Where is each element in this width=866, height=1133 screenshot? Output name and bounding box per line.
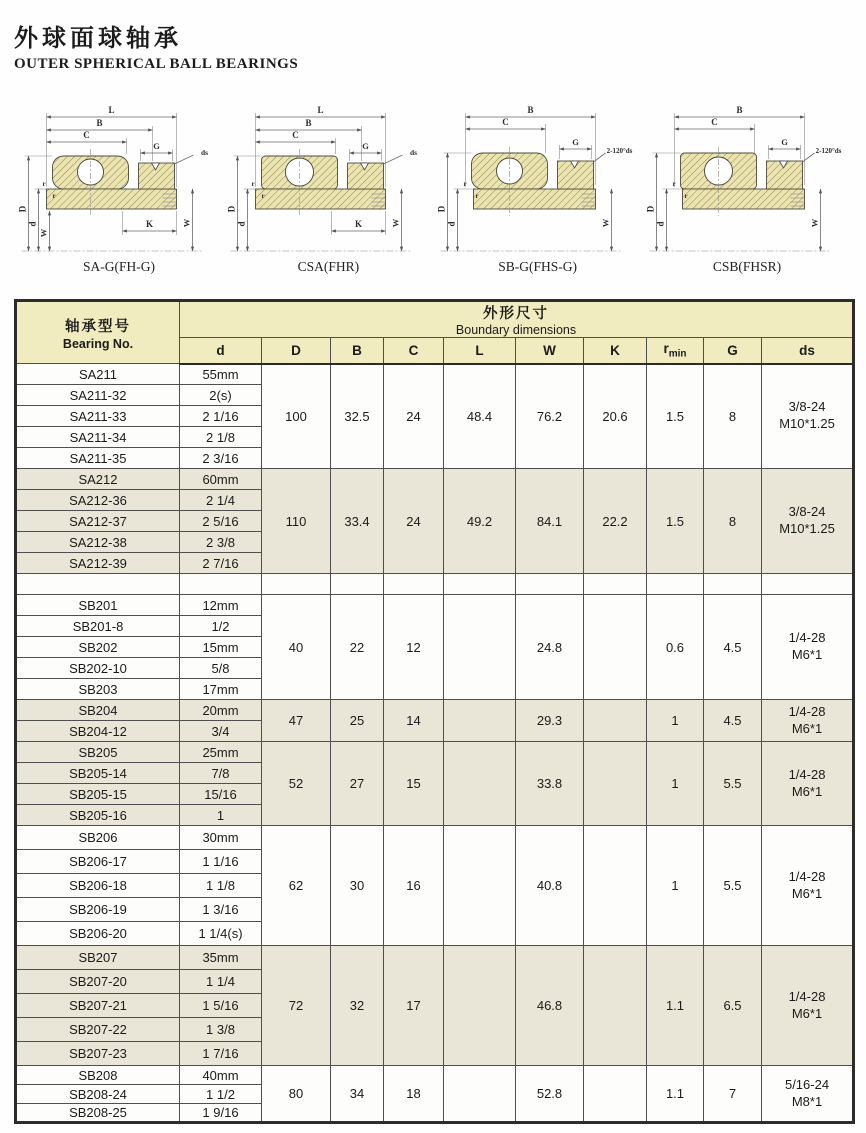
dim-label-d: d xyxy=(236,221,247,227)
bearing-header-zh: 轴承型号 xyxy=(65,318,131,335)
cell-K xyxy=(584,1066,647,1123)
cell-B: 22 xyxy=(331,595,384,700)
cell-d: 60mm xyxy=(180,469,262,490)
cell-L xyxy=(444,700,516,742)
cell-W: 24.8 xyxy=(516,595,584,700)
diagram-caption: CSB(FHSR) xyxy=(712,259,782,274)
cell-rmin: 1.5 xyxy=(647,469,704,574)
cell-bearing-no: SA211-33 xyxy=(16,406,180,427)
dim-label-B: B xyxy=(527,105,534,115)
cell-bearing-no: SB208-24 xyxy=(16,1085,180,1104)
dim-label-D: D xyxy=(226,205,237,213)
dim-label-K: K xyxy=(355,219,363,229)
cell-W: 46.8 xyxy=(516,946,584,1066)
dim-label-ds: 2-120°ds xyxy=(815,147,842,155)
dim-label-D: D xyxy=(17,205,28,213)
cell-W: 52.8 xyxy=(516,1066,584,1123)
spacer-cell xyxy=(16,574,180,595)
cell-bearing-no: SA212-36 xyxy=(16,490,180,511)
cell-K: 22.2 xyxy=(584,469,647,574)
cell-D: 40 xyxy=(262,595,331,700)
cell-W: 76.2 xyxy=(516,364,584,469)
dim-label-r: r xyxy=(52,192,56,200)
cell-d: 1 1/16 xyxy=(180,850,262,874)
col-header-d: d xyxy=(180,338,262,364)
cell-d: 40mm xyxy=(180,1066,262,1085)
cell-B: 27 xyxy=(331,742,384,826)
cell-G: 5.5 xyxy=(704,826,762,946)
table-row xyxy=(16,826,854,850)
cell-bearing-no: SB205-16 xyxy=(16,805,180,826)
cell-bearing-no: SB207-20 xyxy=(16,970,180,994)
cell-d: 2 3/16 xyxy=(180,448,262,469)
cell-L xyxy=(444,1066,516,1123)
cell-bearing-no: SA211 xyxy=(16,364,180,385)
diagram-caption: CSA(FHR) xyxy=(297,259,360,274)
cell-B: 32.5 xyxy=(331,364,384,469)
cell-D: 52 xyxy=(262,742,331,826)
cell-B: 32 xyxy=(331,946,384,1066)
cell-d: 1 5/16 xyxy=(180,994,262,1018)
bearing-table-body xyxy=(16,364,854,1123)
dim-label-W-right: W xyxy=(600,218,611,228)
cell-bearing-no: SB206-17 xyxy=(16,850,180,874)
cell-d: 1 1/2 xyxy=(180,1085,262,1104)
cell-rmin: 1 xyxy=(647,826,704,946)
cell-C: 24 xyxy=(384,469,444,574)
dim-label-r: r xyxy=(251,180,255,188)
cell-bearing-no: SA211-32 xyxy=(16,385,180,406)
spacer-cell xyxy=(647,574,704,595)
cell-d: 1 1/4 xyxy=(180,970,262,994)
cell-d: 55mm xyxy=(180,364,262,385)
bearing-spec-table xyxy=(14,299,855,1124)
table-row xyxy=(16,595,854,616)
cell-rmin: 1 xyxy=(647,700,704,742)
cell-D: 62 xyxy=(262,826,331,946)
cell-bearing-no: SB207-22 xyxy=(16,1018,180,1042)
cell-bearing-no: SA212-37 xyxy=(16,511,180,532)
cell-d: 1 7/16 xyxy=(180,1042,262,1066)
spacer-cell xyxy=(331,574,384,595)
cell-bearing-no: SB207-23 xyxy=(16,1042,180,1066)
cell-bearing-no: SA212-39 xyxy=(16,553,180,574)
bearing-cross-section-drawing xyxy=(16,101,222,259)
group-header-zh: 外形尺寸 xyxy=(483,306,550,322)
dim-label-B: B xyxy=(736,105,743,115)
cell-ds: 5/16-24 M8*1 xyxy=(762,1066,854,1123)
cell-d: 17mm xyxy=(180,679,262,700)
cell-B: 33.4 xyxy=(331,469,384,574)
cell-d: 30mm xyxy=(180,826,262,850)
cell-bearing-no: SA212-38 xyxy=(16,532,180,553)
cell-bearing-no: SB202-10 xyxy=(16,658,180,679)
table-header-row-1 xyxy=(16,301,854,338)
bearing-diagrams xyxy=(14,101,852,275)
cell-L: 49.2 xyxy=(444,469,516,574)
dim-label-d: d xyxy=(655,221,666,227)
cell-d: 1 xyxy=(180,805,262,826)
spacer-cell xyxy=(180,574,262,595)
dim-label-d: d xyxy=(446,221,457,227)
dim-label-W-right: W xyxy=(181,218,192,228)
cell-ds: 1/4-28 M6*1 xyxy=(762,946,854,1066)
cell-D: 100 xyxy=(262,364,331,469)
dim-label-G: G xyxy=(781,137,788,147)
cell-d: 7/8 xyxy=(180,763,262,784)
cell-B: 34 xyxy=(331,1066,384,1123)
cell-G: 4.5 xyxy=(704,595,762,700)
diagram-caption: SA-G(FH-G) xyxy=(83,259,155,274)
cell-d: 3/4 xyxy=(180,721,262,742)
col-header-boundary-dimensions xyxy=(180,301,854,338)
cell-d: 1 1/4(s) xyxy=(180,922,262,946)
spacer-cell xyxy=(262,574,331,595)
cell-G: 7 xyxy=(704,1066,762,1123)
dim-label-D: D xyxy=(645,205,656,213)
cell-d: 1 3/8 xyxy=(180,1018,262,1042)
dim-label-C: C xyxy=(711,117,718,127)
dim-label-B: B xyxy=(96,118,103,128)
dim-label-ds: ds xyxy=(200,148,209,157)
dim-label-r: r xyxy=(475,192,479,200)
dim-label-K: K xyxy=(145,219,154,229)
cell-C: 16 xyxy=(384,826,444,946)
cell-K: 20.6 xyxy=(584,364,647,469)
diagram-csa xyxy=(225,101,431,275)
dim-label-W-right: W xyxy=(390,218,401,228)
col-header-D: D xyxy=(262,338,331,364)
cell-d: 2 3/8 xyxy=(180,532,262,553)
cell-bearing-no: SB204 xyxy=(16,700,180,721)
cell-L xyxy=(444,742,516,826)
cell-bearing-no: SA212 xyxy=(16,469,180,490)
cell-B: 30 xyxy=(331,826,384,946)
cell-W: 29.3 xyxy=(516,700,584,742)
cell-d: 2 1/8 xyxy=(180,427,262,448)
cell-C: 14 xyxy=(384,700,444,742)
table-row xyxy=(16,469,854,490)
cell-d: 1 3/16 xyxy=(180,898,262,922)
cell-d: 1 1/8 xyxy=(180,874,262,898)
cell-G: 6.5 xyxy=(704,946,762,1066)
cell-bearing-no: SA211-35 xyxy=(16,448,180,469)
cell-bearing-no: SB207-21 xyxy=(16,994,180,1018)
cell-bearing-no: SB205 xyxy=(16,742,180,763)
cell-G: 4.5 xyxy=(704,700,762,742)
cell-ds: 1/4-28 M6*1 xyxy=(762,700,854,742)
table-row xyxy=(16,1066,854,1085)
cell-d: 1/2 xyxy=(180,616,262,637)
dim-label-G: G xyxy=(362,141,370,151)
cell-bearing-no: SB208-25 xyxy=(16,1104,180,1123)
spacer-cell xyxy=(762,574,854,595)
spacer-cell xyxy=(384,574,444,595)
spacer-cell xyxy=(516,574,584,595)
cell-d: 2(s) xyxy=(180,385,262,406)
cell-D: 110 xyxy=(262,469,331,574)
diagram-sa-g xyxy=(16,101,222,275)
dim-label-r: r xyxy=(463,180,467,188)
cell-L xyxy=(444,946,516,1066)
cell-bearing-no: SB206-20 xyxy=(16,922,180,946)
cell-B: 25 xyxy=(331,700,384,742)
dim-label-G: G xyxy=(153,141,160,151)
table-row xyxy=(16,742,854,763)
cell-rmin: 1.1 xyxy=(647,946,704,1066)
cell-d: 20mm xyxy=(180,700,262,721)
dim-label-D: D xyxy=(436,205,447,213)
dim-label-C: C xyxy=(292,130,300,140)
cell-L: 48.4 xyxy=(444,364,516,469)
group-header-en: Boundary dimensions xyxy=(455,323,577,337)
dim-label-ds: 2-120°ds xyxy=(606,147,633,155)
cell-rmin: 1.1 xyxy=(647,1066,704,1123)
diagram-sb-g xyxy=(435,101,641,275)
cell-bearing-no: SB205-15 xyxy=(16,784,180,805)
col-header-rmin: $r_{min}$ xyxy=(647,338,704,364)
cell-bearing-no: SB202 xyxy=(16,637,180,658)
cell-G: 5.5 xyxy=(704,742,762,826)
table-row xyxy=(16,700,854,721)
dim-label-r: r xyxy=(684,192,688,200)
cell-C: 18 xyxy=(384,1066,444,1123)
col-header-B: B xyxy=(331,338,384,364)
cell-G: 8 xyxy=(704,469,762,574)
cell-ds: 1/4-28 M6*1 xyxy=(762,742,854,826)
cell-rmin: 0.6 xyxy=(647,595,704,700)
bearing-cross-section-drawing xyxy=(435,101,641,259)
dim-label-d: d xyxy=(27,221,38,227)
bearing-cross-section-drawing xyxy=(644,101,850,259)
col-header-bearing-no xyxy=(16,301,180,364)
dim-label-r: r xyxy=(42,180,46,188)
spacer-cell xyxy=(704,574,762,595)
cell-W: 84.1 xyxy=(516,469,584,574)
cell-d: 5/8 xyxy=(180,658,262,679)
cell-bearing-no: SB208 xyxy=(16,1066,180,1085)
cell-bearing-no: SB206 xyxy=(16,826,180,850)
cell-d: 2 7/16 xyxy=(180,553,262,574)
dim-label-r: r xyxy=(672,180,676,188)
cell-d: 2 1/16 xyxy=(180,406,262,427)
col-header-ds: ds xyxy=(762,338,854,364)
spacer-cell xyxy=(444,574,516,595)
cell-bearing-no: SA211-34 xyxy=(16,427,180,448)
cell-d: 25mm xyxy=(180,742,262,763)
cell-d: 15mm xyxy=(180,637,262,658)
cell-K xyxy=(584,946,647,1066)
dim-label-r: r xyxy=(261,192,265,200)
cell-bearing-no: SB201-8 xyxy=(16,616,180,637)
cell-C: 17 xyxy=(384,946,444,1066)
cell-L xyxy=(444,826,516,946)
cell-D: 72 xyxy=(262,946,331,1066)
cell-ds: 1/4-28 M6*1 xyxy=(762,595,854,700)
page-title-chinese: 外球面球轴承 xyxy=(14,25,182,52)
cell-W: 40.8 xyxy=(516,826,584,946)
dim-label-L: L xyxy=(108,105,115,115)
cell-rmin: 1 xyxy=(647,742,704,826)
cell-bearing-no: SB201 xyxy=(16,595,180,616)
bearing-cross-section-drawing xyxy=(225,101,431,259)
cell-K xyxy=(584,742,647,826)
cell-K xyxy=(584,700,647,742)
cell-bearing-no: SB205-14 xyxy=(16,763,180,784)
cell-d: 35mm xyxy=(180,946,262,970)
cell-bearing-no: SB203 xyxy=(16,679,180,700)
dim-label-L: L xyxy=(317,105,324,115)
cell-bearing-no: SB204-12 xyxy=(16,721,180,742)
spacer-row xyxy=(16,574,854,595)
cell-d: 1 9/16 xyxy=(180,1104,262,1123)
cell-bearing-no: SB206-18 xyxy=(16,874,180,898)
col-header-C: C xyxy=(384,338,444,364)
cell-ds: 3/8-24 M10*1.25 xyxy=(762,469,854,574)
cell-d: 2 1/4 xyxy=(180,490,262,511)
cell-K xyxy=(584,595,647,700)
col-header-L: L xyxy=(444,338,516,364)
cell-d: 12mm xyxy=(180,595,262,616)
dim-label-W-right: W xyxy=(809,218,820,228)
cell-C: 15 xyxy=(384,742,444,826)
cell-rmin: 1.5 xyxy=(647,364,704,469)
cell-d: 2 5/16 xyxy=(180,511,262,532)
page-title-english: OUTER SPHERICAL BALL BEARINGS xyxy=(14,56,299,72)
dim-label-G: G xyxy=(571,137,579,147)
cell-ds: 3/8-24 M10*1.25 xyxy=(762,364,854,469)
cell-G: 8 xyxy=(704,364,762,469)
cell-D: 47 xyxy=(262,700,331,742)
cell-ds: 1/4-28 M6*1 xyxy=(762,826,854,946)
cell-K xyxy=(584,826,647,946)
diagram-caption: SB-G(FHS-G) xyxy=(498,259,578,274)
cell-bearing-no: SB207 xyxy=(16,946,180,970)
dim-label-C: C xyxy=(83,130,90,140)
cell-L xyxy=(444,595,516,700)
cell-C: 12 xyxy=(384,595,444,700)
cell-C: 24 xyxy=(384,364,444,469)
col-header-G: G xyxy=(704,338,762,364)
dim-label-W-left: W xyxy=(38,228,49,238)
col-header-W: W xyxy=(516,338,584,364)
cell-d: 15/16 xyxy=(180,784,262,805)
col-header-K: K xyxy=(584,338,647,364)
table-row xyxy=(16,364,854,385)
dim-label-ds: ds xyxy=(410,148,418,157)
diagram-csb xyxy=(644,101,850,275)
dim-label-B: B xyxy=(305,118,312,128)
cell-D: 80 xyxy=(262,1066,331,1123)
cell-W: 33.8 xyxy=(516,742,584,826)
cell-bearing-no: SB206-19 xyxy=(16,898,180,922)
bearing-header-en: Bearing No. xyxy=(62,336,134,351)
dim-label-C: C xyxy=(501,117,509,127)
spacer-cell xyxy=(584,574,647,595)
page-title xyxy=(14,18,852,73)
table-row xyxy=(16,946,854,970)
